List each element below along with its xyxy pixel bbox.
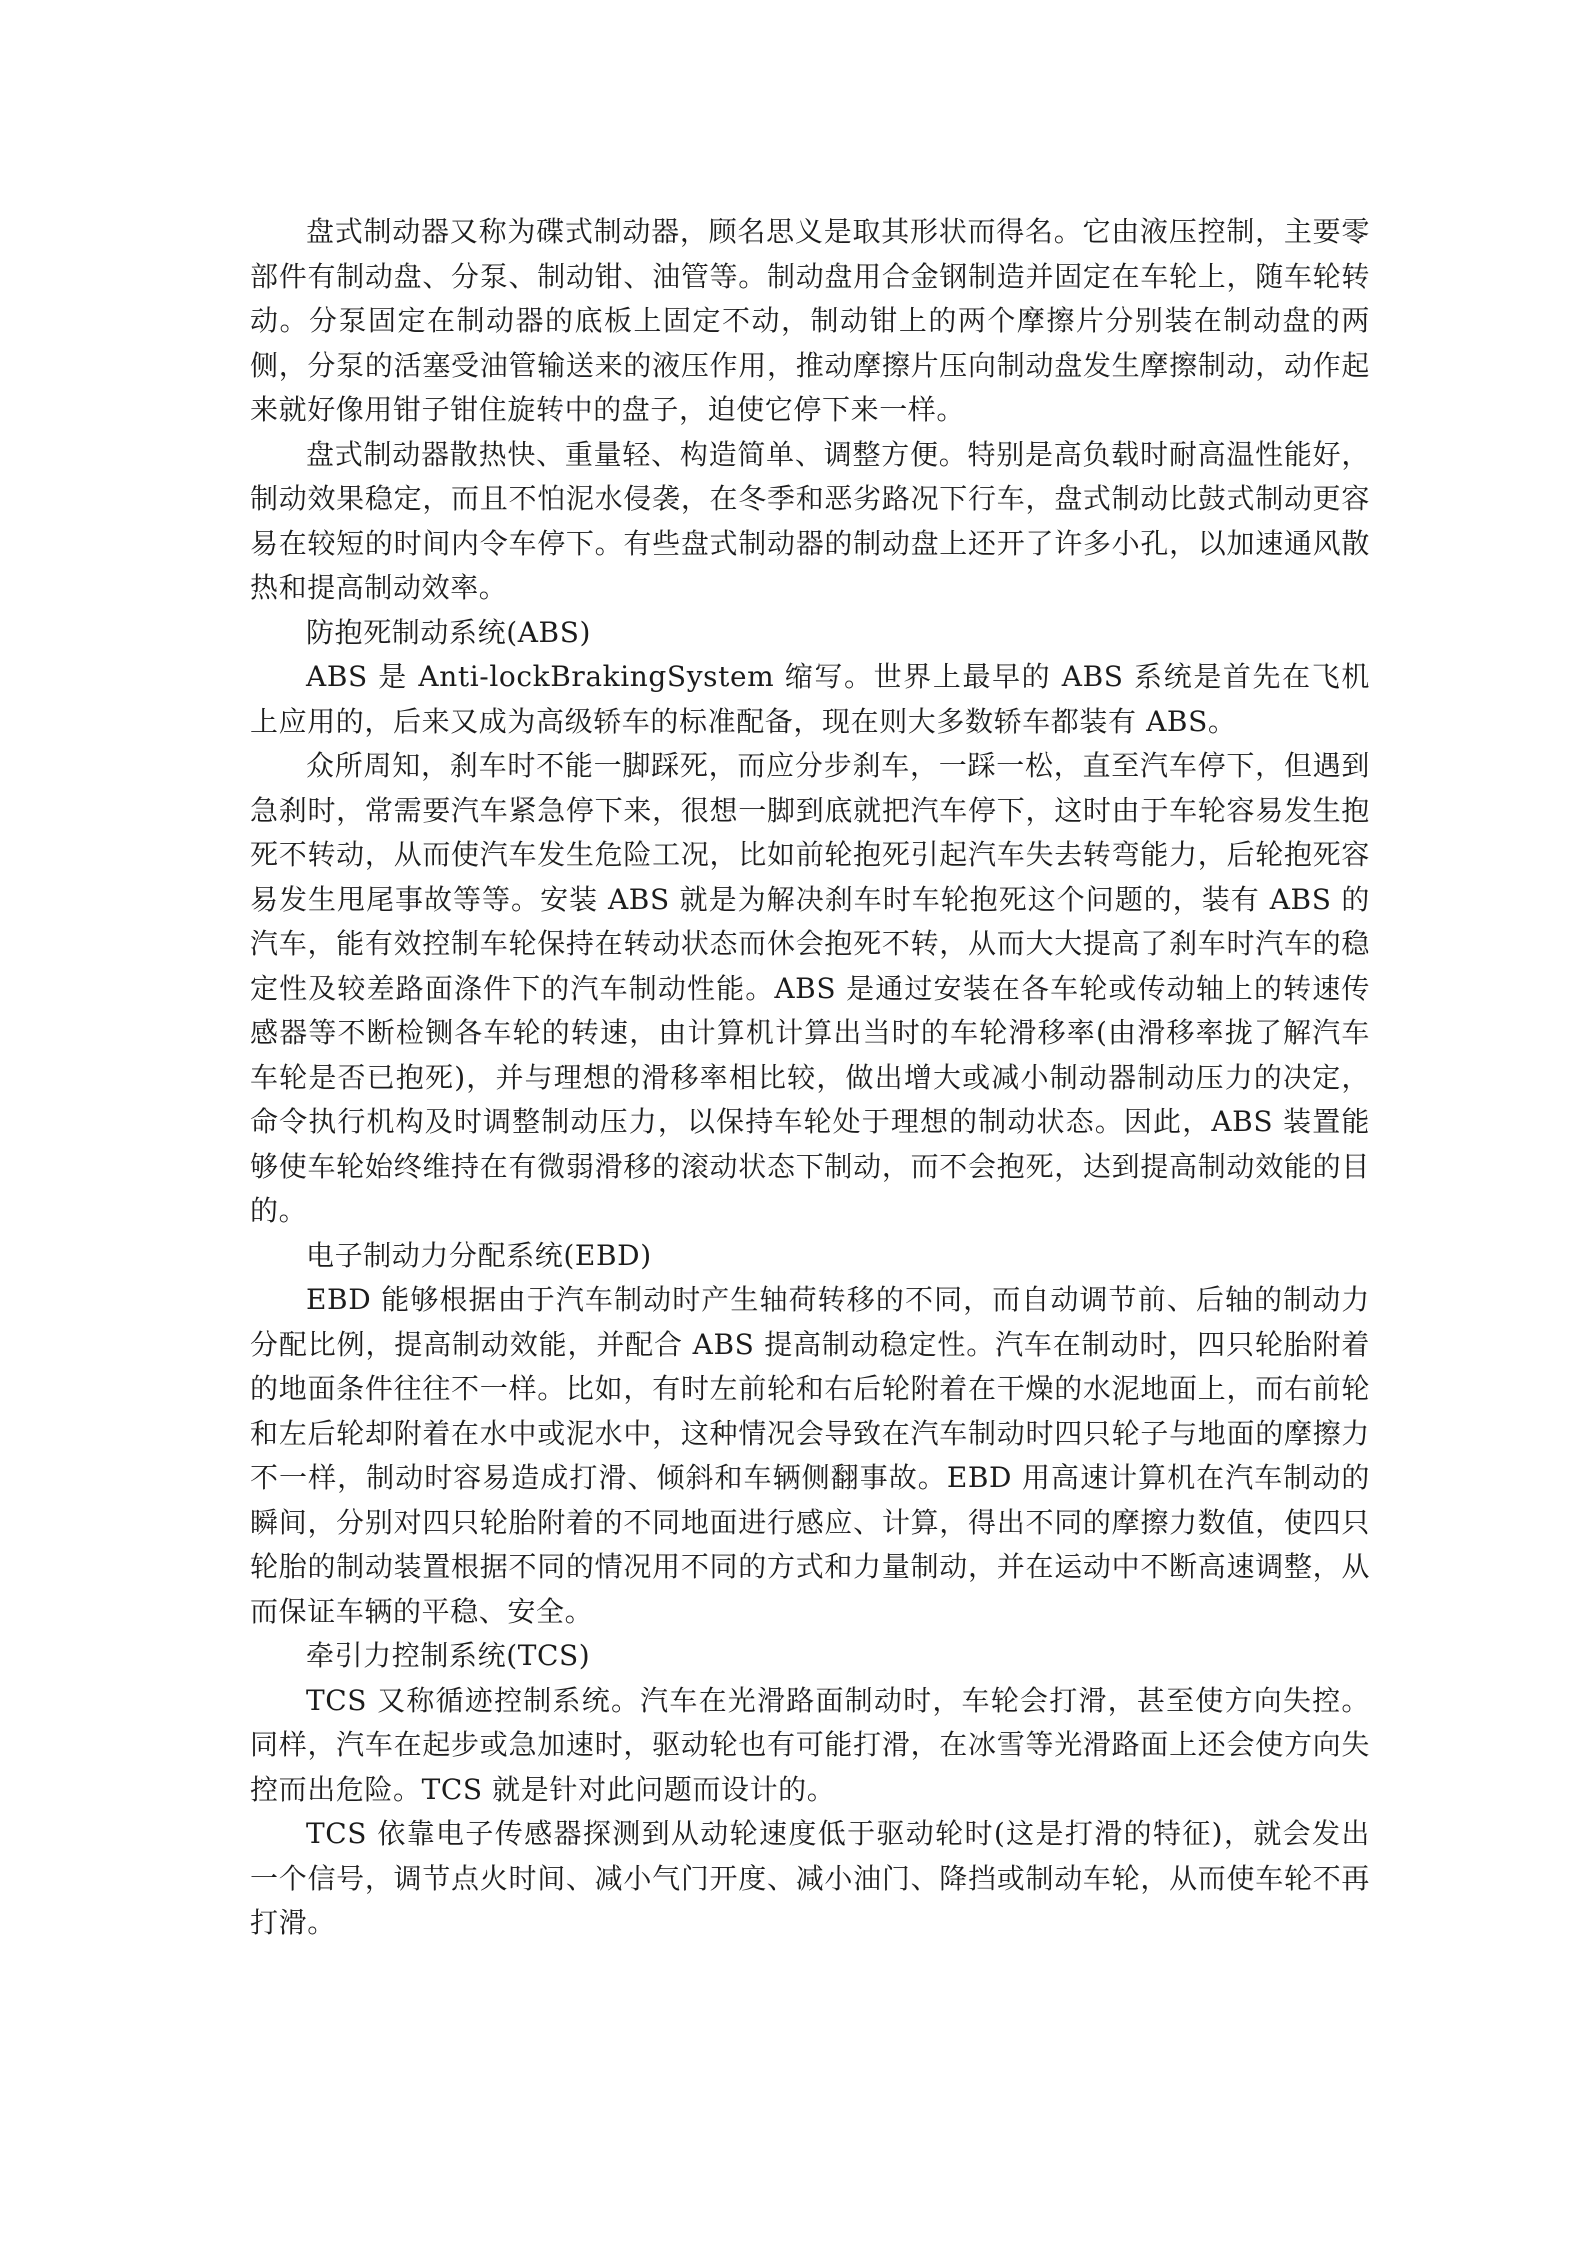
paragraph-disc-brake-intro: 盘式制动器又称为碟式制动器，顾名思义是取其形状而得名。它由液压控制，主要零部件有制动盘、分泵、制动钳、油管等。制动盘用合金钢制造并固定在车轮上，随车轮转动。分泵固定在制动器的底板上固定不动，制动钳上的两个摩擦片分别装在制动盘的两侧，分泵的活塞受油管输送来的液压作用，推动摩擦片压向制动盘发生摩擦制动，动作起来就好像用钳子钳住旋转中的盘子，迫使它停下来一样。 xyxy=(250,215,1370,426)
paragraph-tcs-definition: TCS 又称循迹控制系统。汽车在光滑路面制动时，车轮会打滑，甚至使方向失控。同样，汽车在起步或急加速时，驱动轮也有可能打滑，在冰雪等光滑路面上还会使方向失控而出危险。TCS 就是针对此问题而设计的。 xyxy=(250,1683,1370,1806)
heading-tcs: 牵引力控制系统(TCS) xyxy=(306,1639,591,1672)
paragraph-abs-explanation: 众所周知，刹车时不能一脚踩死，而应分步刹车，一踩一松，直至汽车停下，但遇到急刹时，常需要汽车紧急停下来，很想一脚到底就把汽车停下，这时由于车轮容易发生抱死不转动，从而使汽车发生危险工况，比如前轮抱死引起汽车失去转弯能力，后轮抱死容易发生甩尾事故等等。安装 ABS 就是为解决刹车时车轮抱死这个问题的，装有 ABS 的汽车，能有效控制车轮保持在转动状态而休会抱死不转，从而大大提高了刹车时汽车的稳定性及较差路面涤件下的汽车制动性能。ABS 是通过安装在各车轮或传动轴上的转速传感器等不断检铡各车轮的转速，由计算机计算出当时的车轮滑移率(由滑移率拢了解汽车车轮是否已抱死)，并与理想的滑移率相比较，做出增大或减小制动器制动压力的决定，命令执行机构及时调整制动压力，以保持车轮处于理想的制动状态。因此，ABS 装置能够使车轮始终维持在有微弱滑移的滚动状态下制动，而不会抱死，达到提高制动效能的目的。 xyxy=(250,749,1370,1227)
document-body xyxy=(250,210,1370,1946)
heading-ebd: 电子制动力分配系统(EBD) xyxy=(306,1238,652,1272)
paragraph-ebd-explanation: EBD 能够根据由于汽车制动时产生轴荷转移的不同，而自动调节前、后轴的制动力分配比例，提高制动效能，并配合 ABS 提高制动稳定性。汽车在制动时，四只轮胎附着的地面条件往往不一样。比如，有时左前轮和右后轮附着在干燥的水泥地面上，而右前轮和左后轮却附着在水中或泥水中，这种情况会导致在汽车制动时四只轮子与地面的摩擦力不一样，制动时容易造成打滑、倾斜和车辆侧翻事故。EBD 用高速计算机在汽车制动的瞬间，分别对四只轮胎附着的不同地面进行感应、计算，得出不同的摩擦力数值，使四只轮胎的制动装置根据不同的情况用不同的方式和力量制动，并在运动中不断高速调整，从而保证车辆的平稳、安全。 xyxy=(250,1283,1370,1628)
paragraph-disc-brake-advantages: 盘式制动器散热快、重量轻、构造简单、调整方便。特别是高负载时耐高温性能好，制动效果稳定，而且不怕泥水侵袭，在冬季和恶劣路况下行车，盘式制动比鼓式制动更容易在较短的时间内令车停下。有些盘式制动器的制动盘上还开了许多小孔，以加速通风散热和提高制动效率。 xyxy=(250,437,1370,604)
paragraph-abs-definition: ABS 是 Anti-lockBrakingSystem 缩写。世界上最早的 ABS 系统是首先在飞机上应用的，后来又成为高级轿车的标准配备，现在则大多数轿车都装有 ABS。 xyxy=(250,660,1370,738)
heading-abs: 防抱死制动系统(ABS) xyxy=(306,615,592,649)
paragraph-tcs-mechanism: TCS 依靠电子传感器探测到从动轮速度低于驱动轮时(这是打滑的特征)，就会发出一个信号，调节点火时间、减小气门开度、减小油门、降挡或制动车轮，从而使车轮不再打滑。 xyxy=(250,1817,1370,1939)
